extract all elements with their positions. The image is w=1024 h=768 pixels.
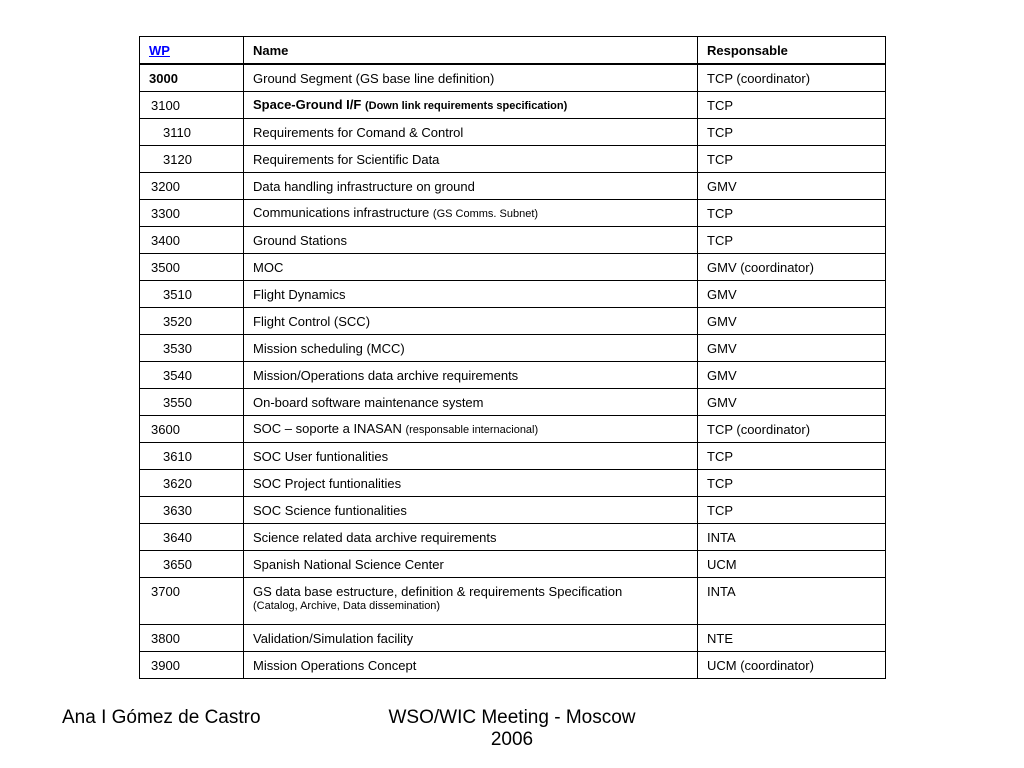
table-row xyxy=(140,200,886,227)
table-row xyxy=(140,335,886,362)
table-row xyxy=(140,652,886,679)
wp-name: SOC User funtionalities xyxy=(244,443,698,470)
wp-header-link[interactable]: WP xyxy=(149,42,170,58)
work-package-table xyxy=(139,36,886,679)
wp-responsable: TCP (coordinator) xyxy=(698,416,886,443)
wp-responsable: GMV (coordinator) xyxy=(698,254,886,281)
wp-name: Ground Segment (GS base line definition) xyxy=(244,64,698,92)
wp-code: 3520 xyxy=(140,308,244,335)
wp-responsable: GMV xyxy=(698,173,886,200)
footer-event xyxy=(372,707,652,751)
wp-name: Spanish National Science Center xyxy=(244,551,698,578)
wp-responsable: TCP xyxy=(698,227,886,254)
wp-responsable: NTE xyxy=(698,625,886,652)
header-responsable: Responsable xyxy=(698,37,886,65)
wp-code: 3610 xyxy=(140,443,244,470)
wp-responsable: GMV xyxy=(698,281,886,308)
wp-name: GS data base estructure, definition & requirements Specification xyxy=(253,584,623,599)
table-row xyxy=(140,578,886,625)
wp-name-cell xyxy=(244,92,698,119)
wp-name: Science related data archive requirements xyxy=(244,524,698,551)
wp-note: (responsable internacional) xyxy=(405,423,539,436)
table-row xyxy=(140,227,886,254)
wp-name: SOC – soporte a INASAN xyxy=(253,420,402,436)
wp-code: 3640 xyxy=(140,524,244,551)
wp-code: 3600 xyxy=(140,416,244,443)
wp-name: Mission Operations Concept xyxy=(244,652,698,679)
table-row xyxy=(140,173,886,200)
wp-code: 3400 xyxy=(140,227,244,254)
wp-name-cell xyxy=(244,200,698,227)
footer-event-year: 2006 xyxy=(490,729,534,750)
wp-code: 3550 xyxy=(140,389,244,416)
wp-responsable: TCP xyxy=(698,200,886,227)
table-row xyxy=(140,416,886,443)
wp-name: Space-Ground I/F xyxy=(253,96,362,112)
wp-name: Validation/Simulation facility xyxy=(244,625,698,652)
wp-responsable: GMV xyxy=(698,362,886,389)
wp-responsable: TCP (coordinator) xyxy=(698,64,886,92)
wp-responsable: TCP xyxy=(698,470,886,497)
wp-note: (Catalog, Archive, Data dissemination) xyxy=(253,600,441,612)
wp-name: Requirements for Comand & Control xyxy=(244,119,698,146)
wp-code: 3800 xyxy=(140,625,244,652)
wp-code: 3650 xyxy=(140,551,244,578)
wp-name: SOC Project funtionalities xyxy=(244,470,698,497)
table-row xyxy=(140,625,886,652)
wp-code: 3540 xyxy=(140,362,244,389)
table-row xyxy=(140,524,886,551)
header-wp[interactable] xyxy=(140,37,244,65)
table-row xyxy=(140,308,886,335)
wp-name-cell xyxy=(244,578,698,625)
wp-name: Ground Stations xyxy=(244,227,698,254)
wp-responsable: INTA xyxy=(698,524,886,551)
wp-code: 3900 xyxy=(140,652,244,679)
table-row xyxy=(140,497,886,524)
wp-responsable: TCP xyxy=(698,146,886,173)
wp-code: 3530 xyxy=(140,335,244,362)
table-row xyxy=(140,281,886,308)
table-row xyxy=(140,551,886,578)
wp-code: 3110 xyxy=(140,119,244,146)
wp-code: 3200 xyxy=(140,173,244,200)
wp-code: 3500 xyxy=(140,254,244,281)
table-row xyxy=(140,389,886,416)
wp-name: Mission/Operations data archive requirements xyxy=(244,362,698,389)
table-row xyxy=(140,443,886,470)
table-row xyxy=(140,362,886,389)
wp-responsable: INTA xyxy=(698,578,886,625)
wp-name: Flight Control (SCC) xyxy=(244,308,698,335)
wp-responsable: GMV xyxy=(698,335,886,362)
header-name: Name xyxy=(244,37,698,65)
table-header-row xyxy=(140,37,886,65)
wp-name-cell xyxy=(244,416,698,443)
wp-code: 3100 xyxy=(140,92,244,119)
wp-responsable: TCP xyxy=(698,119,886,146)
table-row xyxy=(140,119,886,146)
wp-name: On-board software maintenance system xyxy=(244,389,698,416)
wp-code: 3000 xyxy=(140,64,244,92)
wp-note: (Down link requirements specification) xyxy=(364,99,568,112)
wp-responsable: GMV xyxy=(698,308,886,335)
table-row xyxy=(140,470,886,497)
wp-responsable: TCP xyxy=(698,92,886,119)
wp-responsable: UCM xyxy=(698,551,886,578)
footer-event-title: WSO/WIC Meeting - Moscow xyxy=(388,707,636,728)
wp-name: Data handling infrastructure on ground xyxy=(244,173,698,200)
wp-responsable: UCM (coordinator) xyxy=(698,652,886,679)
wp-code: 3630 xyxy=(140,497,244,524)
table-row xyxy=(140,146,886,173)
wp-name: Flight Dynamics xyxy=(244,281,698,308)
table-row xyxy=(140,92,886,119)
wp-note: (GS Comms. Subnet) xyxy=(432,207,539,220)
wp-name: MOC xyxy=(244,254,698,281)
table-row xyxy=(140,64,886,92)
wp-code: 3620 xyxy=(140,470,244,497)
table-row xyxy=(140,254,886,281)
footer-author: Ana I Gómez de Castro xyxy=(62,707,261,728)
wp-name: Mission scheduling (MCC) xyxy=(244,335,698,362)
wp-code: 3700 xyxy=(140,578,244,625)
wp-name: Requirements for Scientific Data xyxy=(244,146,698,173)
wp-responsable: TCP xyxy=(698,443,886,470)
wp-name: Communications infrastructure xyxy=(253,204,430,220)
wp-code: 3300 xyxy=(140,200,244,227)
wp-code: 3120 xyxy=(140,146,244,173)
wp-code: 3510 xyxy=(140,281,244,308)
wp-responsable: TCP xyxy=(698,497,886,524)
wp-responsable: GMV xyxy=(698,389,886,416)
wp-name: SOC Science funtionalities xyxy=(244,497,698,524)
